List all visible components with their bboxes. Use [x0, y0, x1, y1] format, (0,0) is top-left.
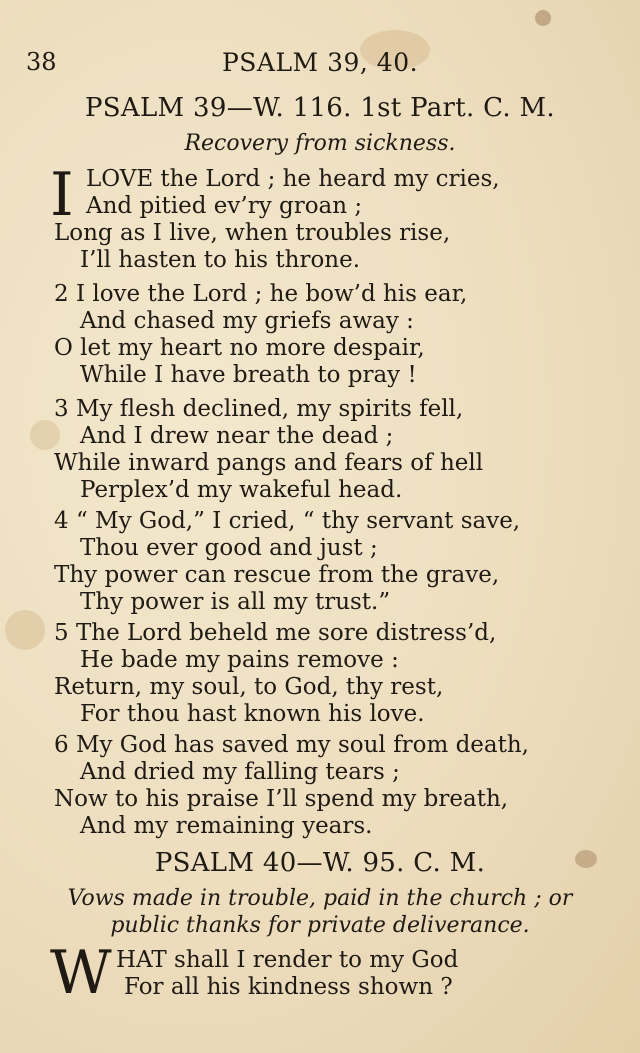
verse-line: 6 My God has saved my soul from death, — [54, 732, 529, 758]
verse-line: Thou ever good and just ; — [80, 535, 378, 561]
verse-line: While inward pangs and fears of hell — [54, 450, 484, 476]
verse-line: And my remaining years. — [80, 813, 373, 839]
verse-line: HAT shall I render to my God — [116, 947, 459, 973]
verse-line: Thy power can rescue from the grave, — [54, 562, 500, 588]
verse-line: For all his kindness shown ? — [124, 974, 453, 1000]
verse-line: Now to his praise I’ll spend my breath, — [54, 786, 509, 812]
verse-line: 3 My flesh declined, my spirits fell, — [54, 396, 464, 422]
verse-line: While I have breath to pray ! — [80, 362, 417, 388]
psalm-39-drop-cap: I — [50, 160, 74, 230]
verse-line: He bade my pains remove : — [80, 647, 399, 673]
page-number: 38 — [26, 48, 57, 76]
paper-stain — [535, 10, 551, 26]
verse-line: Return, my soul, to God, thy rest, — [54, 674, 444, 700]
psalm-40-drop-cap: W — [50, 938, 112, 1008]
paper-stain — [30, 420, 60, 450]
verse-line: And chased my griefs away : — [80, 308, 414, 334]
psalm-40-subtitle: public thanks for private deliverance. — [110, 913, 530, 938]
running-title: PSALM 39, 40. — [221, 48, 419, 77]
verse-line: For thou hast known his love. — [80, 701, 425, 727]
verse-line: Thy power is all my trust.” — [80, 589, 391, 615]
psalm-39-heading: PSALM 39—W. 116. 1st Part. C. M. — [85, 93, 555, 123]
psalm-40-heading: PSALM 40—W. 95. C. M. — [154, 848, 486, 878]
verse-line: LOVE the Lord ; he heard my cries, — [86, 166, 500, 192]
psalm-39-subtitle: Recovery from sickness. — [184, 131, 456, 156]
verse-line: Perplex’d my wakeful head. — [80, 477, 403, 503]
paper-stain — [5, 610, 45, 650]
verse-line: And dried my falling tears ; — [80, 759, 400, 785]
verse-line: 2 I love the Lord ; he bow’d his ear, — [54, 281, 468, 307]
verse-line: 5 The Lord beheld me sore distress’d, — [54, 620, 497, 646]
verse-line: I’ll hasten to his throne. — [80, 247, 361, 273]
verse-line: And I drew near the dead ; — [80, 423, 394, 449]
verse-line: 4 “ My God,” I cried, “ thy servant save, — [54, 508, 521, 534]
verse-line: O let my heart no more despair, — [54, 335, 425, 361]
running-head — [0, 48, 640, 84]
psalm-40-subtitle: Vows made in trouble, paid in the church ; or — [67, 886, 573, 911]
verse-line: And pitied ev’ry groan ; — [86, 193, 363, 219]
verse-line: Long as I live, when troubles rise, — [54, 220, 451, 246]
